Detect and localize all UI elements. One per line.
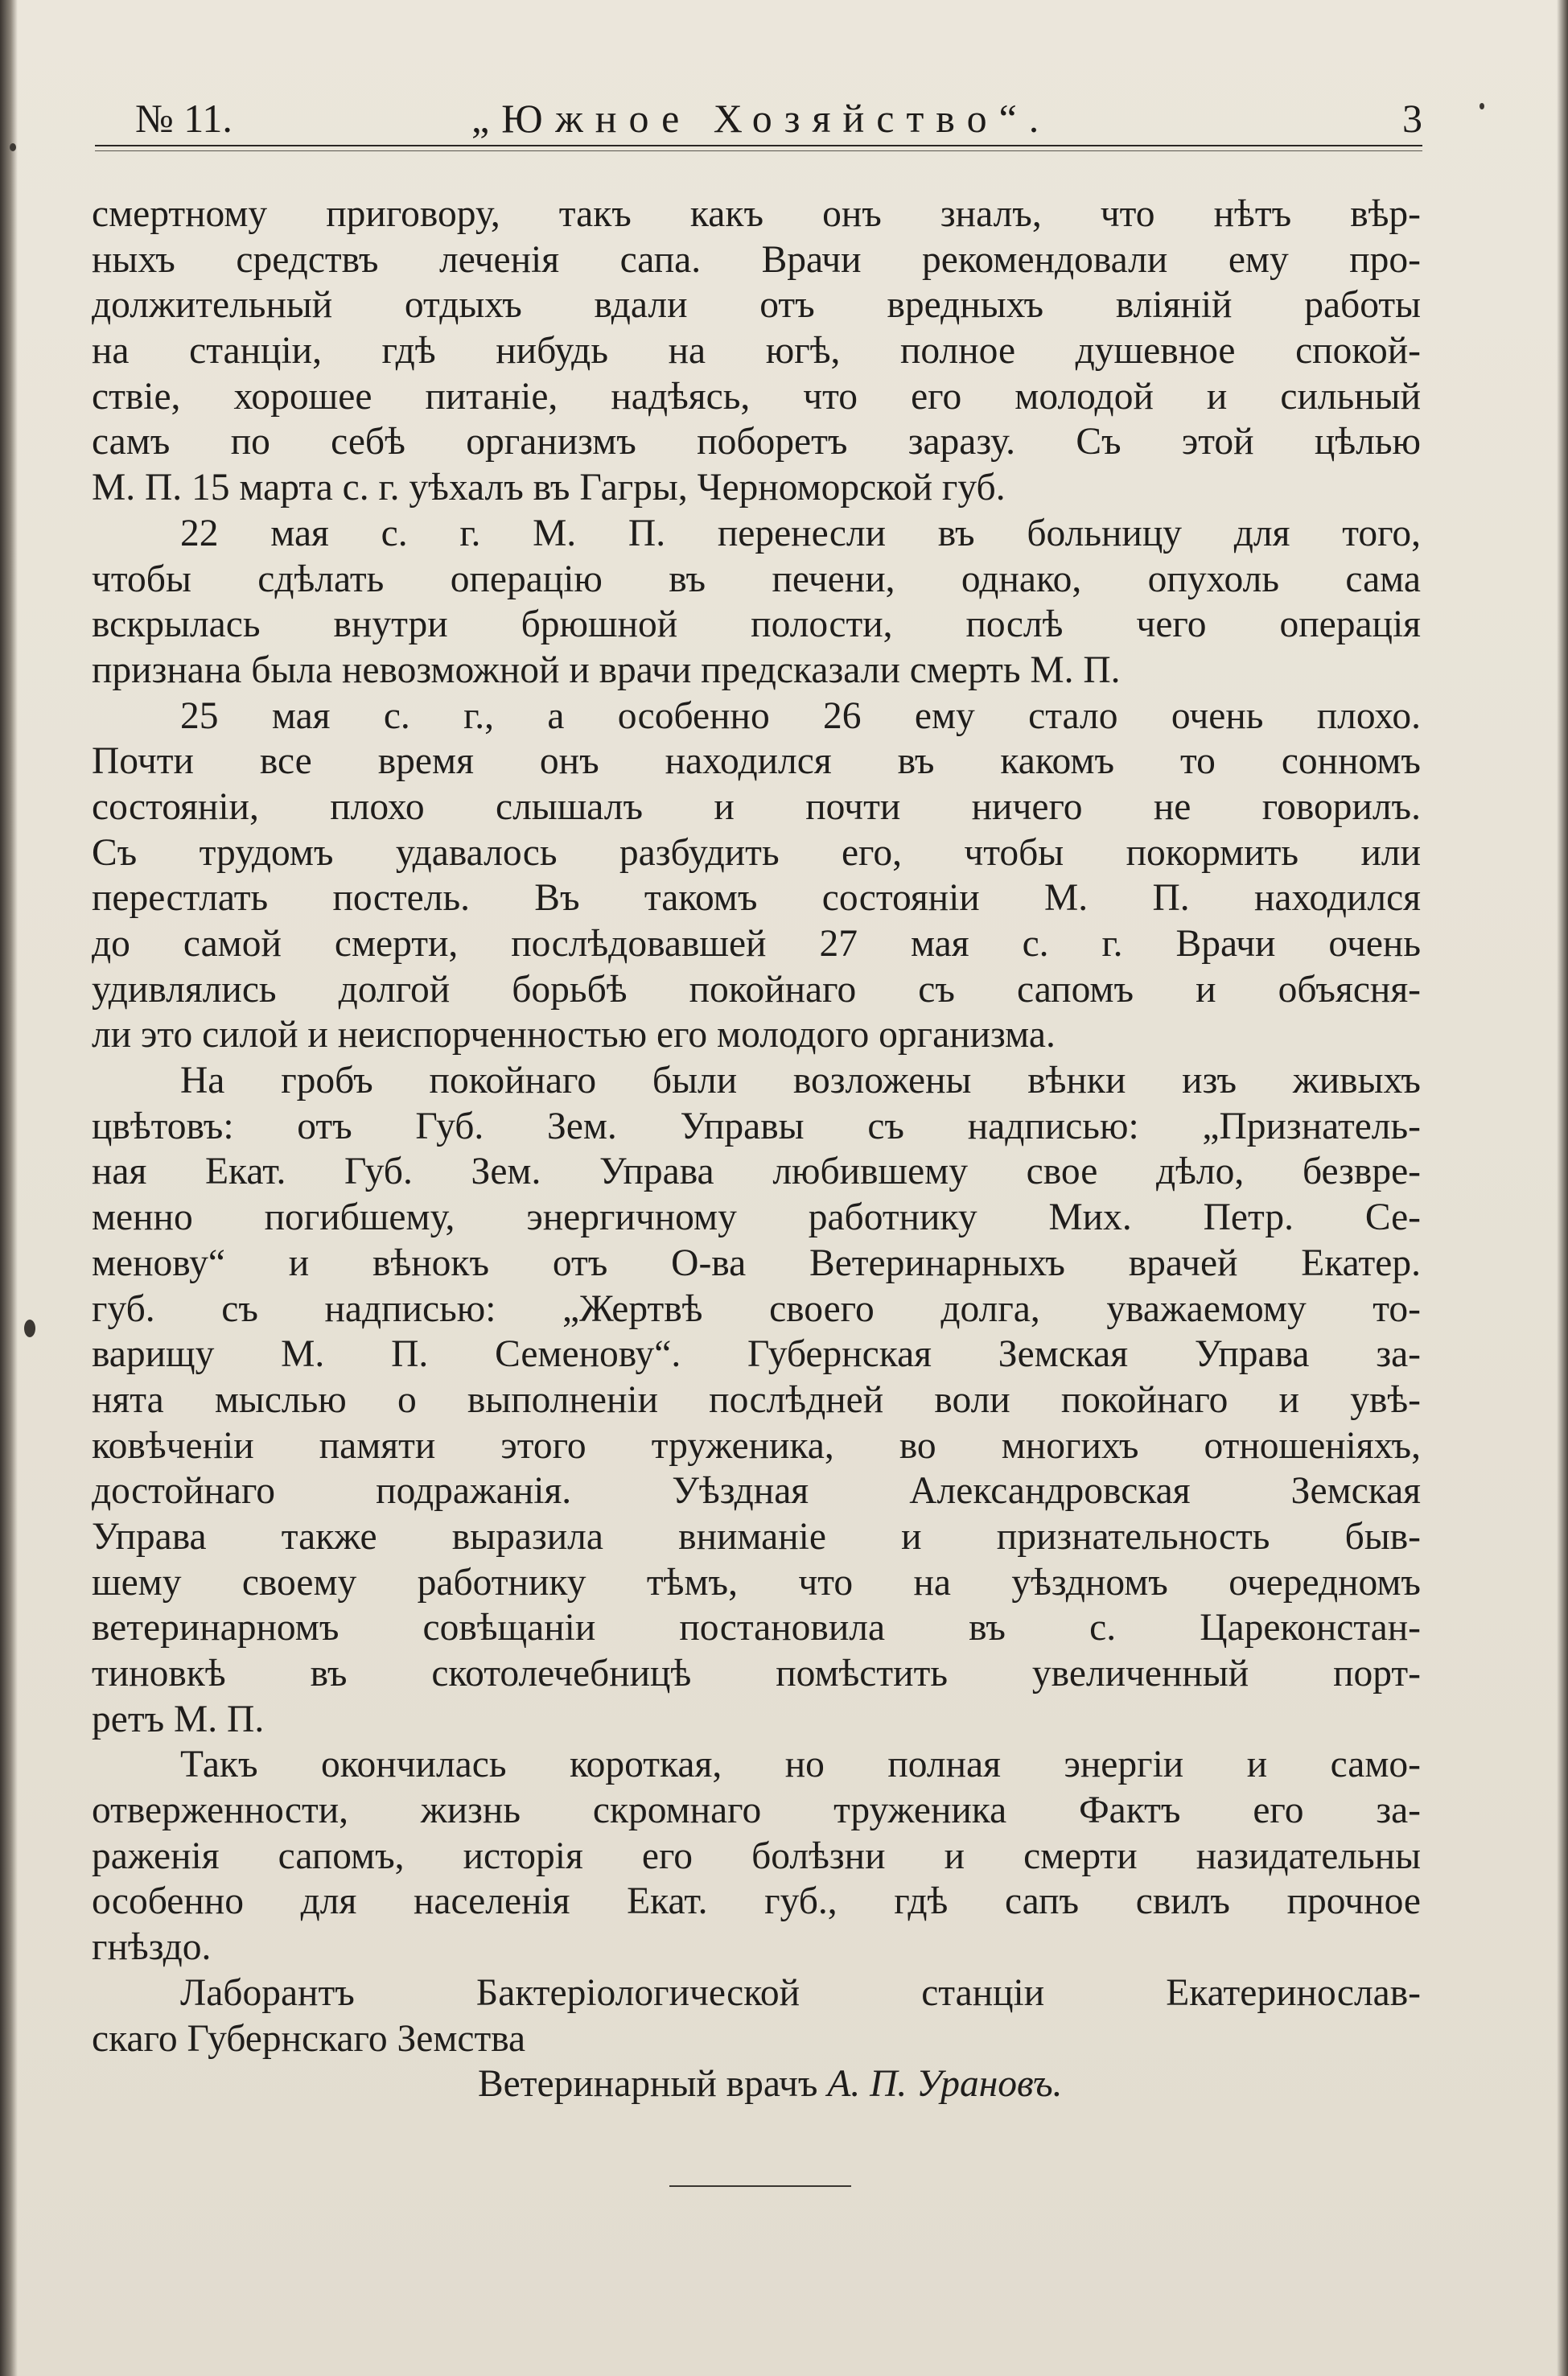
signature-name: А. П. Урановъ. xyxy=(827,2063,1063,2106)
text-line: цвѣтовъ: отъ Губ. Зем. Управы съ надписью: „Признатель- xyxy=(92,1105,1421,1147)
text-line: ковѣченіи памяти этого труженика, во многихъ отношеніяхъ, xyxy=(92,1424,1421,1467)
page-speck xyxy=(1480,103,1484,109)
page-speck xyxy=(24,1320,35,1337)
text-line: самъ по себѣ организмъ поборетъ заразу. Съ этой цѣлью xyxy=(92,421,1421,463)
signature-title: Ветеринарный врачъ xyxy=(478,2063,818,2106)
text-line: удивлялись долгой борьбѣ покойнаго съ сапомъ и объясня- xyxy=(92,968,1421,1011)
text-line: М. П. 15 марта с. г. уѣхалъ въ Гагры, Черноморской губ. xyxy=(92,467,1006,509)
text-line: На гробъ покойнаго были возложены вѣнки изъ живыхъ xyxy=(180,1060,1421,1102)
text-line: ветеринарномъ совѣщаніи постановила въ с. Цареконстан- xyxy=(92,1607,1421,1649)
text-line: особенно для населенія Екат. губ., гдѣ сапъ свилъ прочное xyxy=(92,1880,1421,1923)
text-line: скаго Губернскаго Земства xyxy=(92,2017,526,2060)
end-rule xyxy=(669,2185,851,2187)
text-line: шему своему работнику тѣмъ, что на уѣздномъ очередномъ xyxy=(92,1561,1421,1604)
text-line: ли это силой и неиспорченностью его молодого организма. xyxy=(92,1014,1056,1056)
running-header xyxy=(95,90,1422,146)
issue-number: № 11. xyxy=(135,96,233,141)
text-line: нята мыслью о выполненіи послѣдней воли покойнаго и увѣ- xyxy=(92,1378,1421,1421)
text-line: Лаборантъ Бактеріологической станціи Екатеринослав- xyxy=(180,1971,1421,2014)
page-speck xyxy=(10,143,16,151)
text-line: вскрылась внутри брюшной полости, послѣ чего операція xyxy=(92,603,1421,646)
text-line: перестлать постель. Въ такомъ состояніи М. П. находился xyxy=(92,877,1421,920)
article-body xyxy=(92,191,1421,2107)
text-line: должительный отдыхъ вдали отъ вредныхъ вліяній работы xyxy=(92,284,1421,327)
text-line: до самой смерти, послѣдовавшей 27 мая с. г. Врачи очень xyxy=(92,923,1421,965)
text-line: Управа также выразила вниманіе и признательность быв- xyxy=(92,1515,1421,1558)
text-line: отверженности, жизнь скромнаго труженика Фактъ его за- xyxy=(92,1789,1421,1832)
text-line: ретъ М. П. xyxy=(92,1698,265,1740)
text-line: Почти все время онъ находился въ какомъ то сонномъ xyxy=(92,740,1421,783)
text-line: на станціи, гдѣ нибудь на югѣ, полное душевное спокой- xyxy=(92,330,1421,373)
page-edge-left xyxy=(0,0,18,2376)
text-line: признана была невозможной и врачи предсказали смерть М. П. xyxy=(92,649,1121,691)
header-rule-thin xyxy=(95,150,1422,151)
header-rule xyxy=(95,145,1422,146)
text-line: 25 мая с. г., а особенно 26 ему стало очень плохо. xyxy=(180,694,1421,737)
journal-title: „Южное Хозяйство“. xyxy=(471,96,1052,141)
page-edge-right xyxy=(1557,0,1568,2376)
text-line: 22 мая с. г. М. П. перенесли въ больницу для того, xyxy=(180,512,1421,554)
text-line: тиновкѣ въ скотолечебницѣ помѣстить увеличенный порт- xyxy=(92,1653,1421,1694)
text-line: раженія сапомъ, исторія его болѣзни и смерти назидательны xyxy=(92,1835,1421,1877)
text-line: чтобы сдѣлать операцію въ печени, однако, опухоль сама xyxy=(92,558,1421,600)
text-line: Такъ окончилась короткая, но полная энергіи и само- xyxy=(180,1744,1421,1786)
text-line: гнѣздо. xyxy=(92,1926,212,1969)
text-line: варищу М. П. Семенову“. Губернская Земская Управа за- xyxy=(92,1333,1421,1376)
text-line: ствіе, хорошее питаніе, надѣясь, что его молодой и сильный xyxy=(92,375,1421,418)
text-line: смертному приговору, такъ какъ онъ зналъ, что нѣтъ вѣр- xyxy=(92,193,1421,235)
text-line: менно погибшему, энергичному работнику Мих. Петр. Се- xyxy=(92,1196,1421,1239)
text-line: достойнаго подражанія. Уѣздная Александровская Земская xyxy=(92,1470,1421,1513)
text-line: ная Екат. Губ. Зем. Управа любившему свое дѣло, безвре- xyxy=(92,1151,1421,1193)
signature-line xyxy=(92,2061,1421,2107)
text-line: состояніи, плохо слышалъ и почти ничего не говорилъ. xyxy=(92,785,1421,828)
page-number: 3 xyxy=(1402,96,1422,141)
text-line: губ. съ надписью: „Жертвѣ своего долга, уважаемому то- xyxy=(92,1287,1421,1330)
text-line: менову“ и вѣнокъ отъ О-ва Ветеринарныхъ врачей Екатер. xyxy=(92,1242,1421,1284)
text-line: ныхъ средствъ леченія сапа. Врачи рекомендовали ему про- xyxy=(92,238,1421,281)
text-line: Съ трудомъ удавалось разбудить его, чтобы покормить или xyxy=(92,831,1421,874)
